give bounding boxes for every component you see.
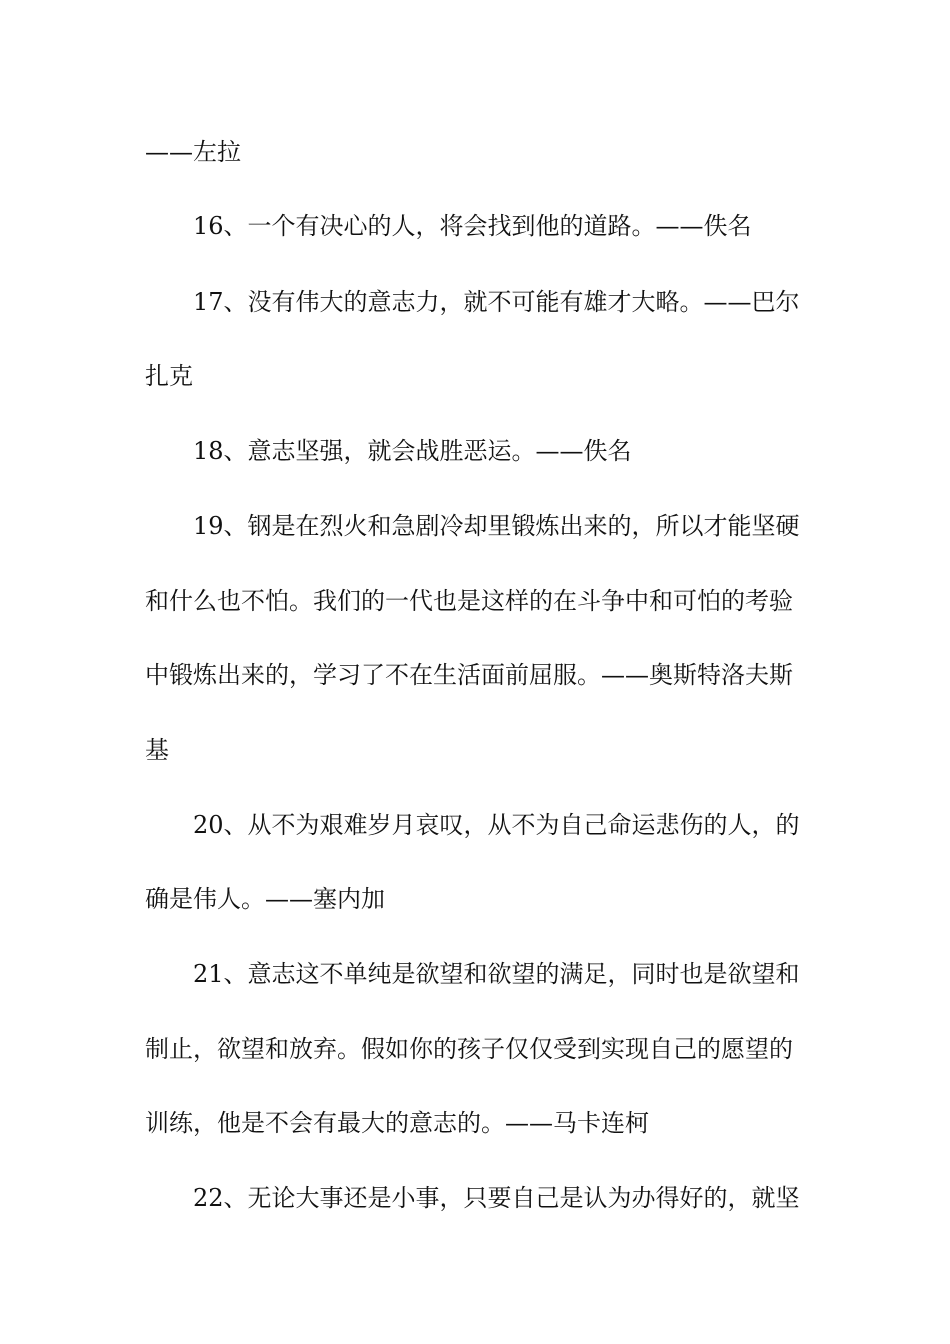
text-line: 扎克 (145, 362, 193, 390)
quote-22: 22、无论大事还是小事，只要自己是认为办得好的，就坚 (193, 1184, 800, 1212)
text-line: 确是伟人。——塞内加 (145, 885, 385, 913)
text-line: ——左拉 (145, 138, 241, 166)
quote-19: 19、钢是在烈火和急剧冷却里锻炼出来的，所以才能坚硬 (193, 512, 800, 540)
text-line: 基 (145, 736, 169, 764)
quote-21: 21、意志这不单纯是欲望和欲望的满足，同时也是欲望和 (193, 960, 800, 988)
quote-20: 20、从不为艰难岁月哀叹，从不为自己命运悲伤的人，的 (193, 811, 800, 839)
quote-17: 17、没有伟大的意志力，就不可能有雄才大略。——巴尔 (193, 288, 800, 316)
text-line: 中锻炼出来的，学习了不在生活面前屈服。——奥斯特洛夫斯 (145, 661, 793, 689)
text-line: 制止，欲望和放弃。假如你的孩子仅仅受到实现自己的愿望的 (145, 1035, 793, 1063)
text-line: 训练，他是不会有最大的意志的。——马卡连柯 (145, 1109, 649, 1137)
quote-16: 16、一个有决心的人，将会找到他的道路。——佚名 (193, 212, 752, 240)
text-line: 和什么也不怕。我们的一代也是这样的在斗争中和可怕的考验 (145, 587, 793, 615)
quote-18: 18、意志坚强，就会战胜恶运。——佚名 (193, 437, 632, 465)
